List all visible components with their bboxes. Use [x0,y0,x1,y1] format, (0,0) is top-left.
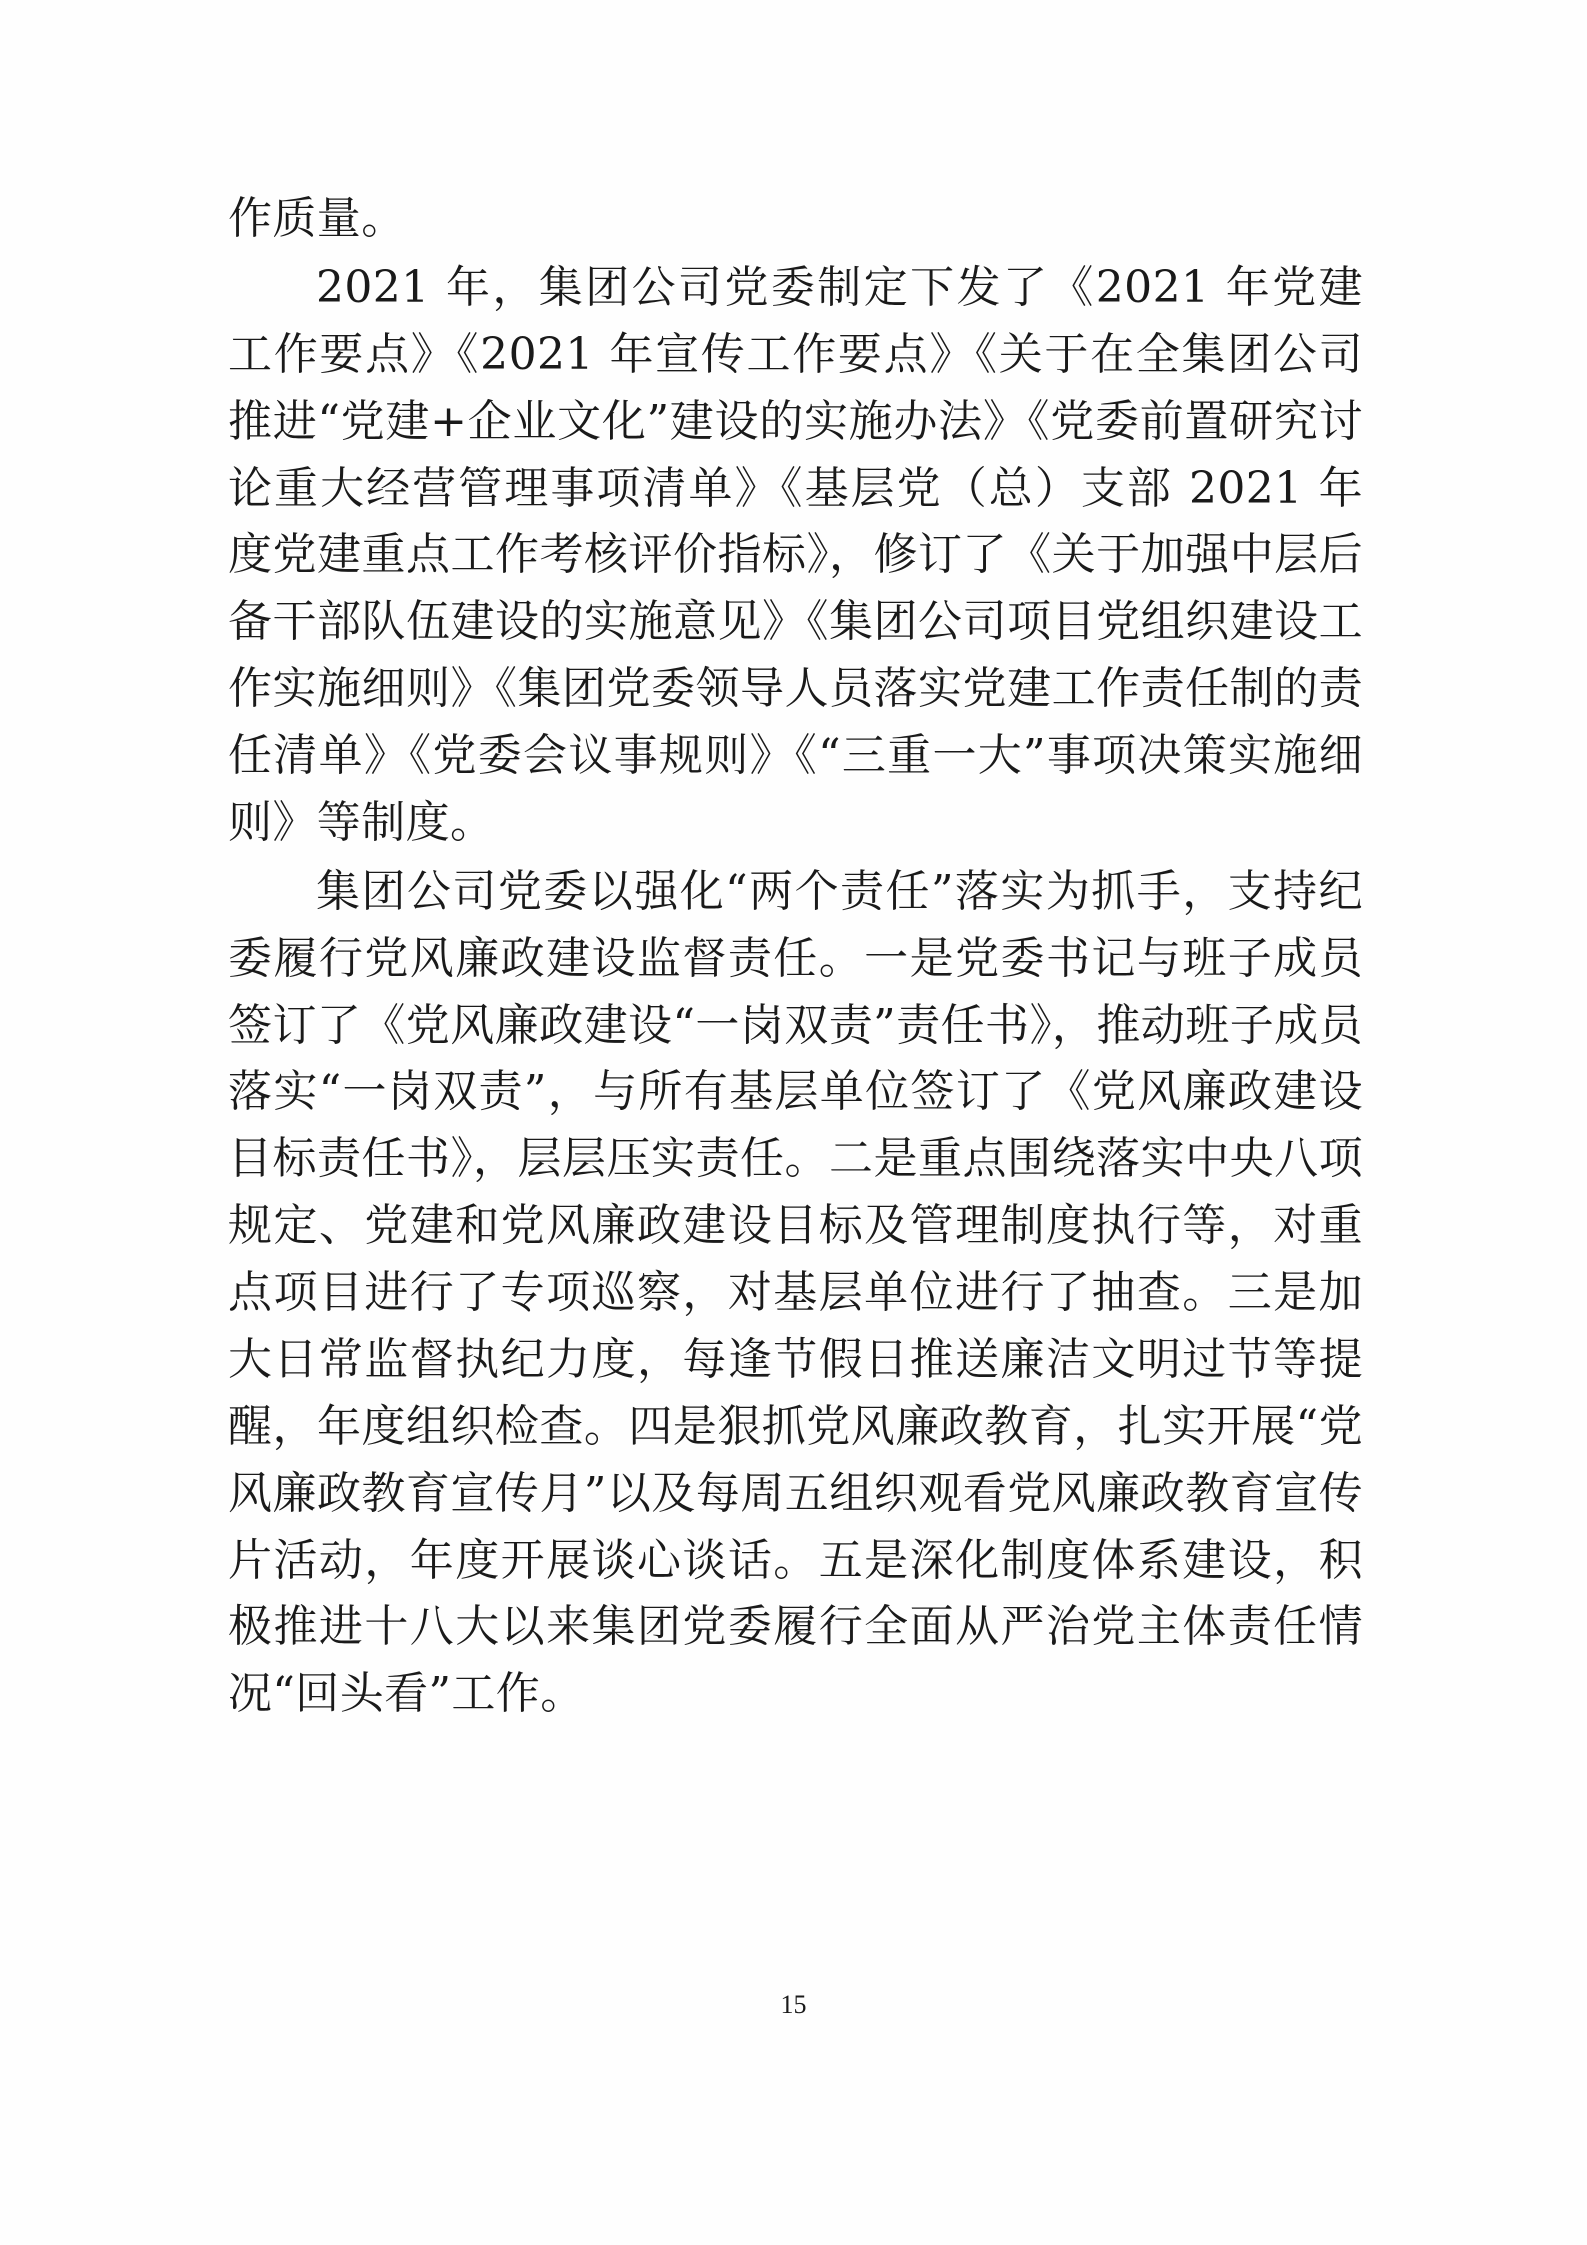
page-number: 15 [780,1990,807,2019]
paragraph-continuation: 作质量。 [228,193,406,244]
page-body [228,186,1363,1730]
paragraph-2021-documents: 2021 年，集团公司党委制定下发了《2021 年党建工作要点》《2021 年宣传工作要点》《关于在全集团公司推进“党建+企业文化”建设的实施办法》《党委前置研究讨论重大经营管理事项清单》《基层党（总）支部 2021 年度党建重点工作考核评价指标》，修订了《关于加强中层后备干部队伍建设的实施意见》《集团公司项目党组织建设工作实施细则》《集团党委领导人员落实党建工作责任制的责任清单》《党委会议事规则》《“三重一大”事项决策实施细则》等制度。 [228,261,1363,848]
paragraph-two-responsibilities: 集团公司党委以强化“两个责任”落实为抓手，支持纪委履行党风廉政建设监督责任。一是党委书记与班子成员签订了《党风廉政建设“一岗双责”责任书》，推动班子成员落实“一岗双责”，与所有基层单位签订了《党风廉政建设目标责任书》，层层压实责任。二是重点围绕落实中央八项规定、党建和党风廉政建设目标及管理制度执行等，对重点项目进行了专项巡察，对基层单位进行了抽查。三是加大日常监督执纪力度，每逢节假日推送廉洁文明过节等提醒，年度组织检查。四是狠抓党风廉政教育，扎实开展“党风廉政教育宣传月”以及每周五组织观看党风廉政教育宣传片活动，年度开展谈心谈话。五是深化制度体系建设，积极推进十八大以来集团党委履行全面从严治党主体责任情况“回头看”工作。 [228,865,1363,1720]
